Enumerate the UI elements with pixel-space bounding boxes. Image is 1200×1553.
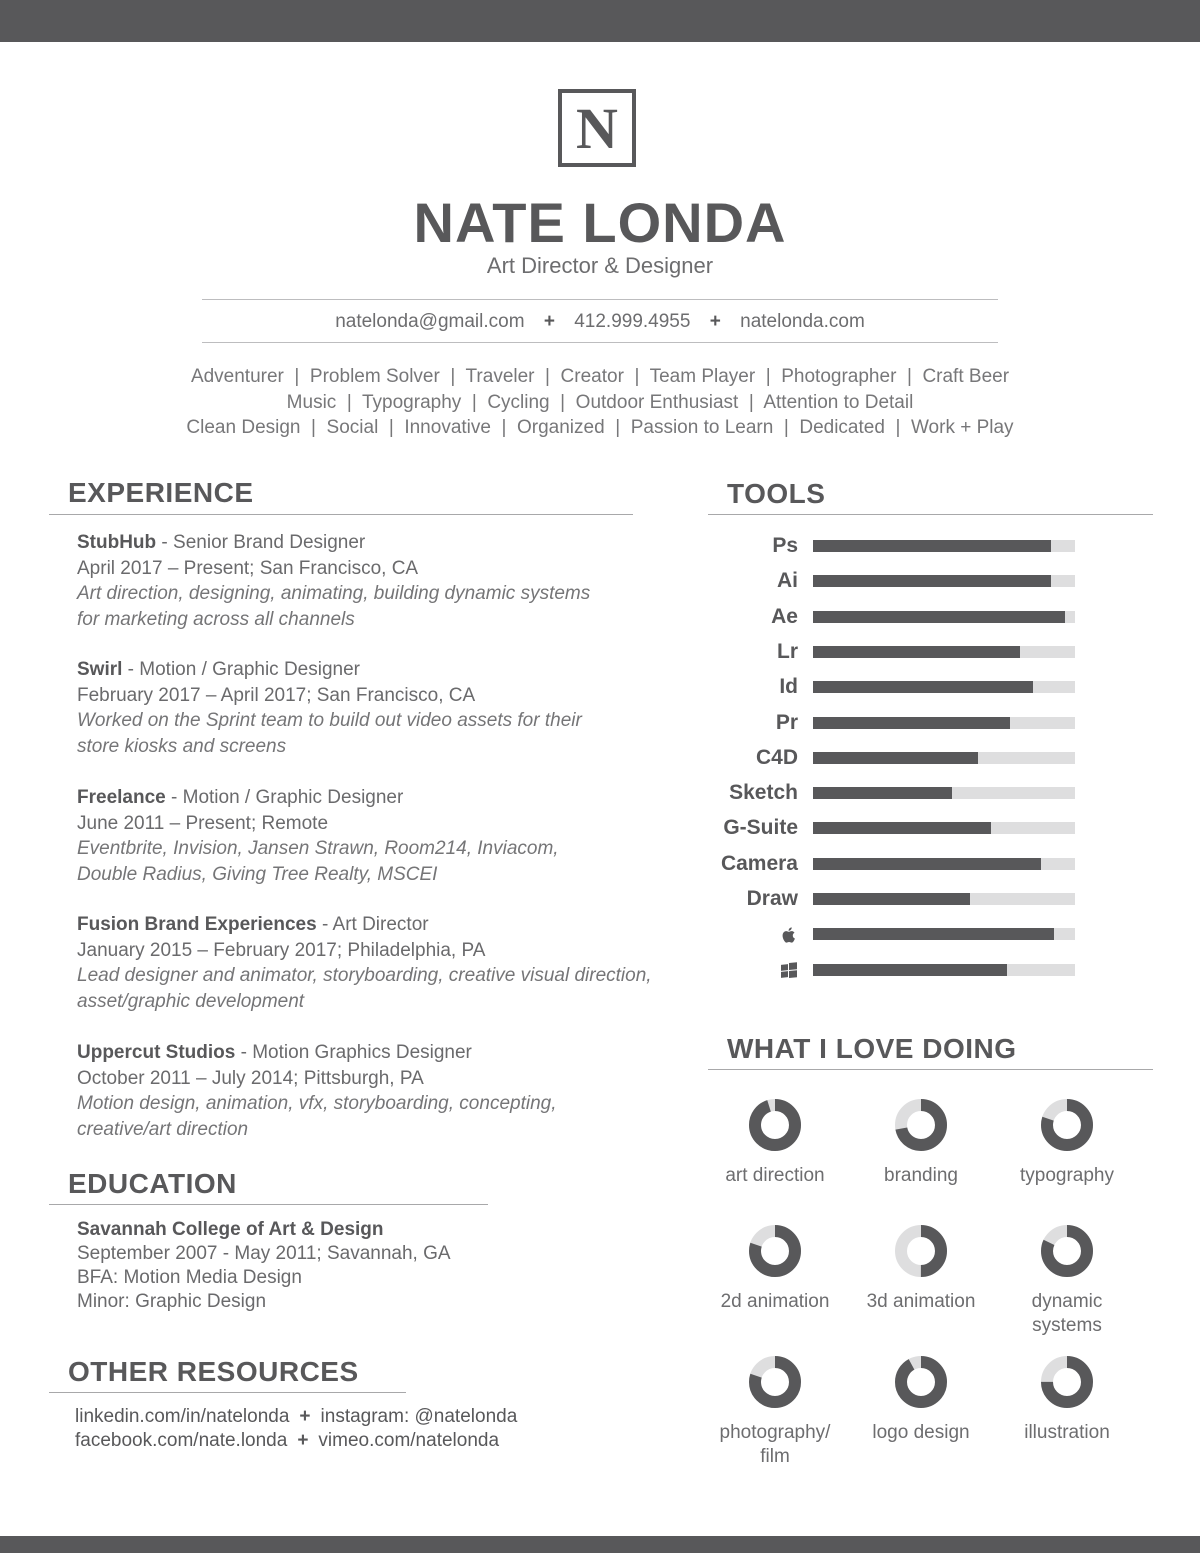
traits-line: Clean Design | Social | Innovative | Organized | Passion to Learn | Dedicated | Work + Play (186, 417, 1014, 438)
job-title: - Art Director (316, 914, 429, 935)
logo (558, 89, 636, 167)
website-link[interactable]: natelonda.com (740, 311, 865, 332)
donut-chart (894, 1098, 948, 1152)
skill-bar (813, 787, 1075, 799)
tool-label: G-Suite (723, 816, 798, 840)
job-dates: June 2011 – Present; Remote (77, 812, 329, 834)
tool-label-icon (640, 922, 798, 951)
instagram-link[interactable]: instagram: @natelonda (320, 1406, 518, 1427)
tool-label: C4D (755, 745, 798, 769)
job-description: Art direction, designing, animating, building dynamic systems for marketing across all channels (77, 583, 591, 630)
experience-heading: EXPERIENCE (68, 477, 254, 508)
separator: + (297, 1430, 309, 1451)
section-divider (708, 514, 1153, 515)
skill-bar (813, 611, 1075, 623)
skill-bar-fill (813, 717, 1010, 729)
divider (202, 299, 998, 300)
job-dates: February 2017 – April 2017; San Francisco, CA (77, 684, 476, 706)
skill-bar-fill (813, 575, 1051, 587)
love-label: photography/ film (719, 1422, 831, 1467)
love-label: logo design (872, 1422, 970, 1443)
donut-chart (748, 1098, 802, 1152)
traits-line: Music | Typography | Cycling | Outdoor Enthusiast | Attention to Detail (286, 391, 914, 413)
love-label: typography (1019, 1165, 1114, 1186)
apple-icon (780, 925, 798, 951)
tool-label: Ps (772, 534, 798, 557)
traits-line: Adventurer | Problem Solver | Traveler | Creator | Team Player | Photographer | Craft Beer (190, 366, 1010, 387)
love-label: branding (884, 1165, 958, 1186)
section-divider (708, 1069, 1153, 1070)
skill-bar (813, 752, 1075, 764)
resource-links (75, 1405, 517, 1453)
job-entry (77, 657, 657, 759)
donut-fill (901, 1362, 941, 1402)
resources-heading: OTHER RESOURCES (68, 1356, 359, 1387)
donut-chart (894, 1355, 948, 1409)
donut-chart (1040, 1355, 1094, 1409)
skill-bar-fill (813, 787, 952, 799)
job-title: - Motion / Graphic Designer (165, 787, 404, 808)
love-item (702, 1098, 848, 1188)
love-label: illustration (1024, 1422, 1110, 1443)
skill-bar-fill (813, 928, 1054, 940)
tool-label: Draw (746, 887, 798, 910)
job-company: Uppercut Studios (77, 1042, 236, 1063)
job-dates: October 2011 – July 2014; Pittsburgh, PA (77, 1067, 424, 1089)
love-item (848, 1098, 994, 1188)
skill-bar (813, 575, 1075, 587)
love-item (994, 1224, 1140, 1338)
skill-bar-fill (813, 681, 1033, 693)
tool-label: Ae (771, 604, 798, 628)
love-label: dynamic systems (1031, 1291, 1103, 1336)
skill-bar (813, 717, 1075, 729)
skill-bar-fill (813, 858, 1041, 870)
love-label: art direction (725, 1165, 825, 1186)
skill-bar-fill (813, 646, 1020, 658)
facebook-link[interactable]: facebook.com/nate.londa (75, 1430, 288, 1451)
job-company: Freelance (77, 787, 166, 808)
tool-label: Sketch (729, 781, 798, 805)
love-label: 2d animation (720, 1291, 830, 1312)
donut-fill (755, 1105, 795, 1145)
skill-bar (813, 822, 1075, 834)
section-divider (49, 514, 633, 515)
love-item (848, 1224, 994, 1314)
donut-chart (1040, 1224, 1094, 1278)
skill-bar-fill (813, 893, 970, 905)
tool-label: Id (779, 675, 798, 699)
donut-chart (1040, 1098, 1094, 1152)
windows-icon (780, 961, 798, 985)
traits (0, 364, 1200, 441)
person-name: NATE LONDA (413, 191, 787, 254)
email-link[interactable]: natelonda@gmail.com (335, 311, 525, 332)
job-entry (77, 785, 657, 887)
bottom-bar (0, 1536, 1200, 1553)
love-item (702, 1224, 848, 1314)
job-title: - Motion Graphics Designer (235, 1042, 472, 1063)
job-company: Fusion Brand Experiences (77, 914, 317, 935)
job-entry (77, 530, 657, 632)
tool-label: Pr (775, 710, 798, 734)
skill-bar (813, 646, 1075, 658)
love-label: 3d animation (866, 1291, 976, 1312)
love-heading: WHAT I LOVE DOING (727, 1033, 1017, 1064)
minor: Minor: Graphic Design (77, 1291, 267, 1312)
skill-bar (813, 681, 1075, 693)
tool-label: Camera (720, 851, 798, 875)
job-title: - Senior Brand Designer (156, 532, 366, 553)
job-description: Worked on the Sprint team to build out video assets for their store kiosks and screens (77, 710, 582, 757)
logo-letter: N (576, 95, 618, 161)
skill-bar-fill (813, 964, 1007, 976)
job-description: Motion design, animation, vfx, storyboarding, concepting, creative/art direction (77, 1093, 557, 1140)
love-item (848, 1355, 994, 1445)
separator: + (709, 311, 721, 332)
education-heading: EDUCATION (68, 1168, 237, 1199)
section-divider (49, 1204, 488, 1205)
skill-bar (813, 893, 1075, 905)
section-divider (49, 1392, 406, 1393)
linkedin-link[interactable]: linkedin.com/in/natelonda (75, 1406, 290, 1427)
love-item (702, 1355, 848, 1469)
school-name: Savannah College of Art & Design (77, 1219, 384, 1240)
job-entry (77, 1040, 657, 1142)
tool-label: Ai (777, 569, 798, 593)
love-item (994, 1098, 1140, 1188)
donut-chart (748, 1355, 802, 1409)
person-role: Art Director & Designer (486, 253, 714, 278)
education-entry (77, 1218, 451, 1314)
donut-chart (894, 1224, 948, 1278)
education-dates: September 2007 - May 2011; Savannah, GA (77, 1243, 451, 1264)
skill-bar-fill (813, 611, 1065, 623)
skill-bar (813, 964, 1075, 976)
divider (202, 342, 998, 343)
skill-bar-fill (813, 752, 978, 764)
skill-bar-fill (813, 822, 991, 834)
phone-number[interactable]: 412.999.4955 (574, 311, 691, 332)
separator: + (543, 311, 555, 332)
tool-label: Lr (777, 639, 798, 663)
vimeo-link[interactable]: vimeo.com/natelonda (318, 1430, 500, 1451)
job-description: Lead designer and animator, storyboarding, creative visual direction, asset/graphic development (77, 965, 652, 1012)
donut-chart (748, 1224, 802, 1278)
degree: BFA: Motion Media Design (77, 1267, 302, 1288)
separator: + (299, 1406, 311, 1427)
job-dates: April 2017 – Present; San Francisco, CA (77, 557, 419, 579)
skill-bar-fill (813, 540, 1051, 552)
love-item (994, 1355, 1140, 1445)
job-dates: January 2015 – February 2017; Philadelphia, PA (77, 939, 486, 961)
tools-heading: TOOLS (727, 478, 826, 509)
skill-bar (813, 928, 1075, 940)
job-company: StubHub (77, 532, 157, 553)
job-description: Eventbrite, Invision, Jansen Strawn, Room214, Inviacom, Double Radius, Giving Tree Realty, MSCEI (77, 838, 559, 885)
tool-label-icon (640, 958, 798, 985)
skill-bar (813, 858, 1075, 870)
job-entry (77, 912, 657, 1014)
top-bar (0, 0, 1200, 42)
skill-bar (813, 540, 1075, 552)
job-title: - Motion / Graphic Designer (122, 659, 360, 680)
contact-line (0, 311, 1200, 333)
job-company: Swirl (77, 659, 123, 680)
